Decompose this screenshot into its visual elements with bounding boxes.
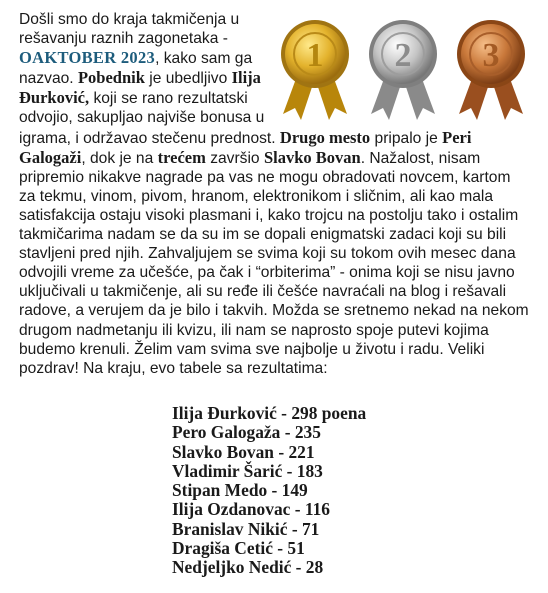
third-place-label: trećem [157,147,206,167]
article-body [19,10,529,378]
winner-label: Pobednik [77,68,145,88]
svg-text:3: 3 [482,37,500,74]
medals-image [273,10,529,122]
article-paragraph: Došli smo do kraja takmičenja u rešavanju raznih zagonetaka - OAKTOBER 2023, kako sam ga nazvao. Pobednik je ubedljivo Ilija Đurković, koji se rano rezultatski odvojio, sakupljao najviše bonusa u igrama, i održavao stečenu prednost. Drugo mesto pripalo je Peri Galogaži, dok je na trećem završio Slavko Bovan. Nažalost, nisam pripremio nikakve nagrade pa vas ne mogu obradovati novcem, kartom za tekmu, vinom, pivom, hranom, elektronikom i sličnim, ali kao mala satisfakcija ostaju visoki plasmani i, kako trojcu na postolju tako i ostalim takmičarima nadam se da su im se dopali enigmatski zadaci koji su bili stavljeni pred njih. Zahvaljujem se svima koji su tokom ovih mesec dana odvojili vreme za učešće, pa čak i “orbiterima” - onima koji se nisu javno uključivali u takmičenje, ali su ređe ili češće navraćali na blog i rešavali radove, a verujem da je bilo i takvih. Možda se sretnemo nekad na nekom drugom nadmetanju ili kvizu, ili nam se naprosto spoje putevi kojima budemo krenuli. Želim vam svima sve najbolje u životu i radu. Veliki pozdrav! Na kraju, evo tabele sa rezultatima: [19,11,529,377]
winner-name: Ilija Đurković, [19,68,261,108]
results-list [172,404,366,578]
result-row-9: Nedjeljko Nedić - 28 [172,557,324,578]
result-row-1: Ilija Đurković - 298 poena [172,403,367,423]
result-row-4: Vladimir Šarić - 183 [172,460,323,481]
silver-medal-icon [369,20,437,120]
result-row-5: Stipan Medo - 149 [172,480,308,501]
result-row-3: Slavko Bovan - 221 [172,441,315,462]
second-place-label: Drugo mesto [279,127,371,147]
result-row-8: Dragiša Cetić - 51 [172,538,305,559]
result-row-2: Pero Galogaža - 235 [172,422,321,443]
svg-text:2: 2 [394,37,412,74]
result-row-7: Branislav Nikić - 71 [172,518,320,539]
third-place-name: Slavko Bovan [263,147,361,167]
svg-text:1: 1 [306,37,324,74]
gold-medal-icon [281,20,349,120]
second-place-name: Peri Galogaži [19,127,472,167]
result-row-6: Ilija Ozdanovac - 116 [172,499,330,520]
month-highlight: OAKTOBER 2023 [19,48,156,68]
bronze-medal-icon [457,20,525,120]
